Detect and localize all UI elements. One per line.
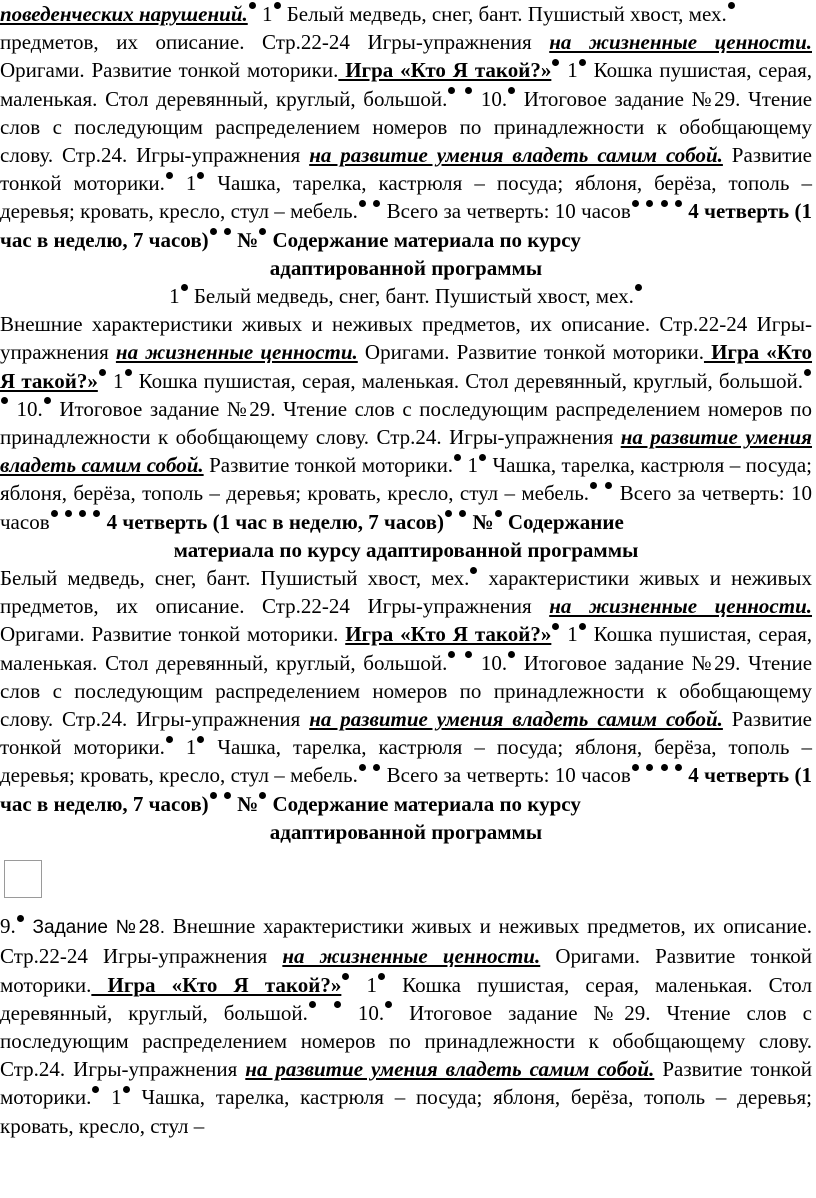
bullet-icon <box>125 369 132 376</box>
text: Кошка пушистая, серая, маленькая. Стол деревянный, круглый, большой. <box>132 368 803 393</box>
text: 1 <box>350 972 377 997</box>
text: Итоговое задание №29. Чтение слов с последующим распределением номеров по принадлежности к обобщающему слову. Стр.24. Игры-упражнения <box>0 396 812 450</box>
bullet-icon <box>51 510 58 517</box>
text: 1 <box>100 1085 122 1110</box>
text: Развитие тонкой моторики. <box>0 707 812 760</box>
bullet-icon <box>123 1086 130 1093</box>
text: Развитие тонкой моторики. <box>203 453 454 478</box>
text: Оригами. Развитие тонкой моторики. <box>0 58 339 83</box>
text: Кошка пушистая, серая, маленькая. Стол деревянный, круглый, большой. <box>0 972 813 1025</box>
bullet-icon <box>605 482 612 489</box>
bullet-icon <box>17 915 24 922</box>
text: 10. <box>473 650 508 675</box>
text: 10. <box>473 86 508 111</box>
bullet-icon <box>79 510 86 517</box>
section-heading: материала по курсу адаптированной программы <box>173 537 639 562</box>
bullet-icon <box>675 764 682 771</box>
bullet-icon <box>373 764 380 771</box>
bullet-icon <box>579 623 586 630</box>
bullet-icon <box>93 510 100 517</box>
bullet-icon <box>508 87 515 94</box>
text: 1 <box>169 284 180 309</box>
section-heading: адаптированной программы <box>269 255 543 280</box>
text: Развитие тонкой моторики. <box>0 1057 812 1110</box>
bullet-icon <box>508 651 515 658</box>
bullet-icon <box>342 973 349 980</box>
bullet-icon <box>590 482 597 489</box>
text: Белый медведь, снег, бант. Пушистый хвост, мех. <box>0 566 470 591</box>
italic-heading: на жизненные ценности. <box>115 340 358 365</box>
bullet-icon <box>661 200 668 207</box>
bullet-icon <box>1 397 8 404</box>
paragraph-6 <box>0 912 812 1140</box>
bullet-icon <box>552 59 559 66</box>
bullet-icon <box>197 736 204 743</box>
paragraph-2 <box>0 28 812 254</box>
bullet-icon <box>470 567 477 574</box>
bullet-icon <box>166 172 173 179</box>
text: Кошка пушистая, серая, маленькая. Стол деревянный, круглый, большой. <box>0 622 812 675</box>
text: Белый медведь, снег, бант. Пушистый хвост, мех. <box>286 2 727 26</box>
text: Внешние характеристики живых и неживых предметов, их описание. Стр.22-24 Игры-упражнения <box>0 312 812 365</box>
bullet-icon <box>448 87 455 94</box>
paragraph-4 <box>0 310 812 536</box>
text: Кошка пушистая, серая, маленькая. Стол деревянный, круглый, большой. <box>0 58 812 111</box>
bullet-icon <box>373 200 380 207</box>
italic-heading: на развитие умения владеть самим собой. <box>245 1057 655 1082</box>
bullet-icon <box>632 200 639 207</box>
text: Оригами. Развитие тонкой моторики. <box>0 944 812 997</box>
bullet-icon <box>181 284 188 291</box>
bullet-icon <box>646 200 653 207</box>
text: 1 <box>173 735 197 760</box>
bullet-icon <box>632 764 639 771</box>
bullet-icon <box>445 510 452 517</box>
bullet-icon <box>99 369 106 376</box>
text: Чашка, тарелка, кастрюля – посуда; яблоня, берёза, тополь – деревья; кровать, кресло, стул – <box>0 1085 812 1138</box>
bullet-icon <box>378 973 385 980</box>
bullet-icon <box>495 510 502 517</box>
text: 1 <box>462 453 479 478</box>
text: Чашка, тарелка, кастрюля – посуда; яблоня, берёза, тополь – деревья; кровать, кресло, стул – мебель. <box>0 735 812 788</box>
bold-heading: Содержание <box>502 509 624 534</box>
section-heading: адаптированной программы <box>269 819 543 844</box>
bold-heading: Игра «Кто Я такой?» <box>0 340 813 393</box>
italic-heading: на жизненные ценности. <box>549 594 812 619</box>
bullet-icon <box>646 764 653 771</box>
bullet-icon <box>334 1001 341 1008</box>
text: Развитие тонкой моторики. <box>0 143 812 196</box>
italic-heading: на развитие умения владеть самим собой. <box>0 425 812 478</box>
bullet-icon <box>804 369 811 376</box>
text: 1 <box>262 2 273 26</box>
paragraph-1 <box>0 0 812 28</box>
bullet-icon <box>65 510 72 517</box>
text: 1 <box>560 58 578 83</box>
bullet-icon <box>224 792 231 799</box>
bold-heading: Игра «Кто Я такой?» <box>338 58 552 83</box>
paragraph-5 <box>0 564 812 818</box>
bullet-icon <box>44 397 51 404</box>
bullet-icon <box>675 200 682 207</box>
bullet-icon <box>465 87 472 94</box>
text: предметов, их описание. Стр.22-24 Игры-упражнения <box>0 30 550 55</box>
bold-heading: 4 четверть (1 час в неделю, 7 часов) <box>0 199 812 252</box>
bullet-icon <box>224 228 231 235</box>
bold-heading: № <box>231 227 259 252</box>
bullet-icon <box>92 1086 99 1093</box>
bold-heading: Игра «Кто Я такой?» <box>91 972 342 997</box>
bold-heading: 4 четверть (1 час в неделю, 7 часов) <box>101 509 444 534</box>
italic-heading: поведенческих нарушений. <box>0 2 248 26</box>
empty-checkbox <box>4 860 42 898</box>
bullet-icon <box>552 623 559 630</box>
bullet-icon <box>385 1001 392 1008</box>
bold-heading: № <box>231 791 259 816</box>
bullet-icon <box>479 454 486 461</box>
bullet-icon <box>249 2 256 9</box>
bullet-icon <box>210 228 217 235</box>
bold-heading: Содержание материала по курсу <box>267 791 581 816</box>
bullet-icon <box>579 59 586 66</box>
bullet-icon <box>728 2 735 9</box>
bullet-icon <box>210 792 217 799</box>
bullet-icon <box>448 651 455 658</box>
text: 10. <box>341 1000 385 1025</box>
text: Всего за четверть: 10 часов <box>0 481 812 534</box>
bullet-icon <box>661 764 668 771</box>
text: 1 <box>173 171 197 196</box>
text: 10. <box>9 396 43 421</box>
bullet-icon <box>274 2 281 9</box>
bullet-icon <box>166 736 173 743</box>
bold-heading: Содержание материала по курсу <box>267 227 581 252</box>
bullet-icon <box>465 651 472 658</box>
text: Оригами. Развитие тонкой моторики. <box>357 340 704 365</box>
bullet-icon <box>359 200 366 207</box>
italic-heading: на развитие умения владеть самим собой. <box>309 143 723 168</box>
task-label: Задание №28. <box>24 917 166 939</box>
bullet-icon <box>635 284 642 291</box>
text: характеристики живых и неживых предметов, их описание. Стр.22-24 Игры-упражнения <box>0 566 812 619</box>
italic-heading: на развитие умения владеть самим собой. <box>309 707 723 732</box>
text: Чашка, тарелка, кастрюля – посуда; яблоня, берёза, тополь – деревья; кровать, кресло, стул – мебель. <box>0 453 813 506</box>
text: Итоговое задание №29. Чтение слов с последующим распределением номеров по принадлежности к обобщающему слову. Стр.24. Игры-упражнения <box>0 650 813 732</box>
bullet-icon <box>259 228 266 235</box>
paragraph-3 <box>0 282 812 310</box>
bullet-icon <box>454 454 461 461</box>
text: Чашка, тарелка, кастрюля – посуда; яблоня, берёза, тополь – деревья; кровать, кресло, стул – мебель. <box>0 171 812 224</box>
text: Итоговое задание №29. Чтение слов с последующим распределением номеров по принадлежности к обобщающему слову. Стр.24. Игры-упражнения <box>0 1000 813 1082</box>
bullet-icon <box>259 792 266 799</box>
bold-heading: Игра «Кто Я такой?» <box>345 622 552 647</box>
italic-heading: на жизненные ценности. <box>282 944 541 969</box>
bullet-icon <box>309 1001 316 1008</box>
bullet-icon <box>197 172 204 179</box>
text: Оригами. Развитие тонкой моторики. <box>0 622 346 647</box>
text: 1 <box>560 622 578 647</box>
text: 9. <box>0 914 16 939</box>
text: Внешние характеристики живых и неживых предметов, их описание. Стр.22-24 Игры-упражнения <box>0 914 812 969</box>
bullet-icon <box>359 764 366 771</box>
italic-heading: на жизненные ценности. <box>549 30 812 55</box>
text: Всего за четверть: 10 часов <box>381 763 631 788</box>
bold-heading: 4 четверть (1 час в неделю, 7 часов) <box>0 763 812 816</box>
text: Белый медведь, снег, бант. Пушистый хвост, мех. <box>188 284 634 309</box>
text: Всего за четверть: 10 часов <box>381 199 631 224</box>
bold-heading: № <box>467 509 494 534</box>
bullet-icon <box>459 510 466 517</box>
text: 1 <box>106 368 124 393</box>
text: Итоговое задание №29. Чтение слов с последующим распределением номеров по принадлежности к обобщающему слову. Стр.24. Игры-упражнения <box>0 86 813 168</box>
